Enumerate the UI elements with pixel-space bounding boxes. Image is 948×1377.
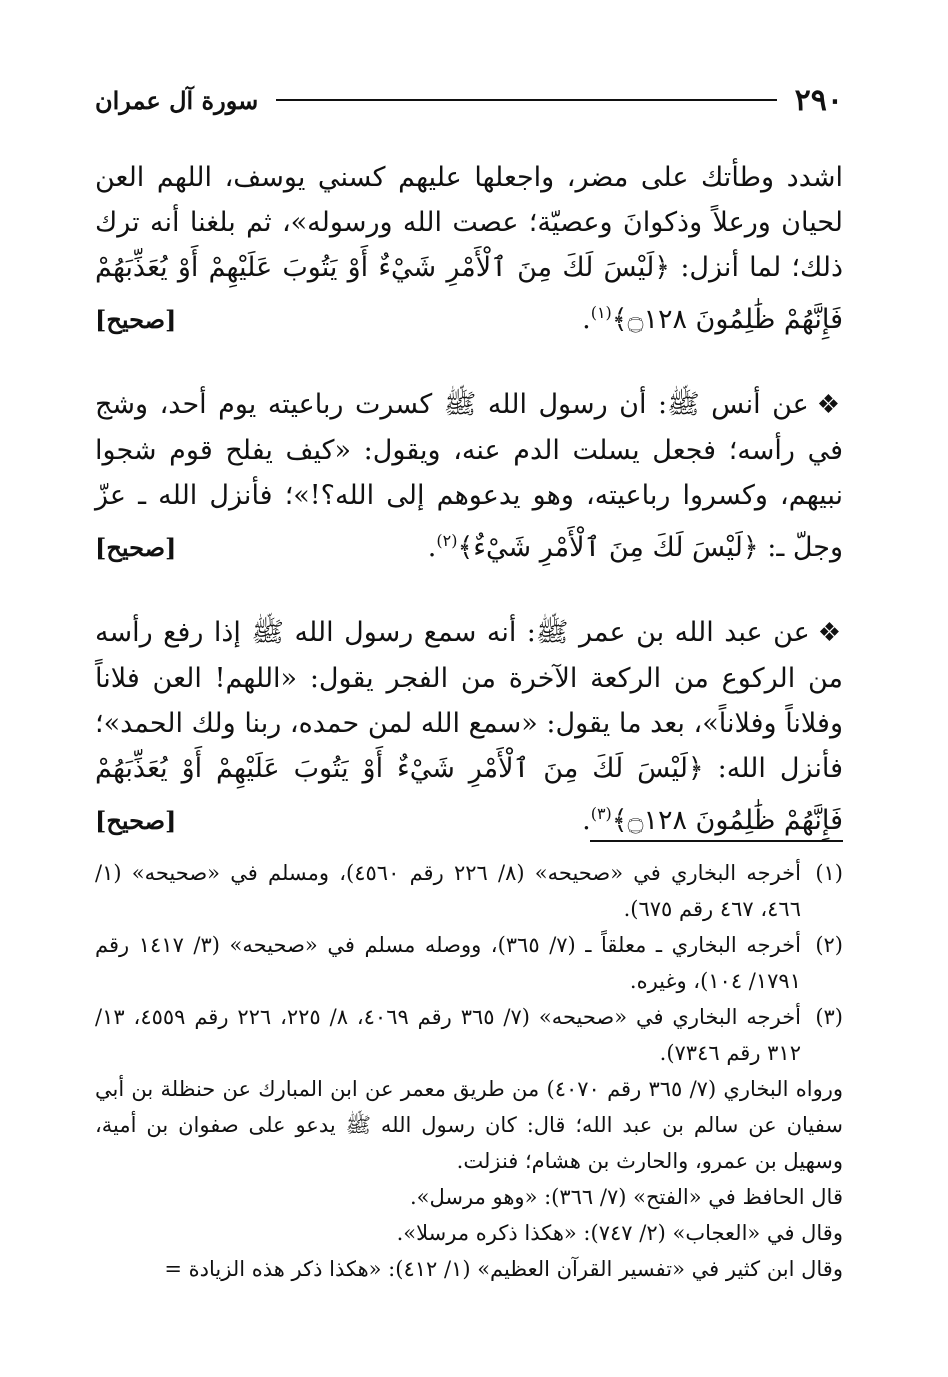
footnote-1 [95, 855, 843, 927]
footnote-text: أخرجه البخاري ـ معلقاً ـ (٧/ ٣٦٥)، ووصله مسلم في «صحيحه» (٣/ ١٤١٧ رقم ١٧٩١/ ١٠٤)، وغيره. [95, 933, 801, 993]
footnote-text: أخرجه البخاري في «صحيحه» (٧/ ٣٦٥ رقم ٤٠٦٩، ٨/ ٢٢٥، ٢٢٦ رقم ٤٥٥٩، ١٣/ ٣١٢ رقم ٧٣٤٦). [95, 1005, 802, 1065]
footnote-ref: (٣) [590, 804, 612, 823]
footnote-number: (٢) [815, 933, 843, 957]
footnote-3 [95, 999, 843, 1071]
footnote-continuation-line: قال الحافظ في «الفتح» (٧/ ٣٦٦): «وهو مرسل». [409, 1185, 843, 1209]
paragraph-1: اشدد وطأتك على مضر، واجعلها عليهم كسني يوسف، اللهم العن لحيان ورعلاً وذكوانَ وعصيّة؛ عصت الله ورسوله»، ثم بلغنا أنه ترك ذلك؛ لما أنزل: ﴿لَيْسَ لَكَ مِنَ ٱلْأَمْرِ شَيْءٌ أَوْ يَتُوبَ عَلَيْهِمْ أَوْ يُعَذِّبَهُمْ فَإِنَّهُمْ ظَٰلِمُونَ ۝١٢٨﴾$^{(١)}$. [صحيح] [95, 155, 843, 342]
grade-label: [صحيح] [95, 305, 177, 334]
footnote-number: (١) [815, 861, 843, 885]
footnote-2 [95, 927, 843, 999]
footnote-continuation-line: ورواه البخاري (٧/ ٣٦٥ رقم ٤٠٧٠) من طريق معمر عن ابن المبارك عن حنظلة بن أبي سفيان عن سالم بن عبد الله؛ قال: كان رسول الله ﷺ يدعو على صفوان بن أمية، وسهيل بن عمرو، والحارث بن هشام؛ فنزلت. [95, 1077, 843, 1173]
paragraph-2: ❖عن أنس ﷺ: أن رسول الله ﷺ كسرت رباعيته يوم أحد، وشج في رأسه؛ فجعل يسلت الدم عنه، ويقول: «كيف يفلح قوم شجوا نبيهم، وكسروا رباعيته، وهو يدعوهم إلى الله؟!»؛ فأنزل الله ـ عزّ وجلّ ـ: ﴿لَيْسَ لَكَ مِنَ ٱلْأَمْرِ شَيْءٌ﴾$^{(٢)}$. [صحيح] [95, 382, 843, 570]
grade-label: [صحيح] [95, 533, 177, 562]
header-divider [276, 99, 776, 101]
footnote-text: أخرجه البخاري في «صحيحه» (٨/ ٢٢٦ رقم ٤٥٦٠)، ومسلم في «صحيحه» (١/ ٤٦٦، ٤٦٧ رقم ٦٧٥). [95, 861, 801, 921]
footnote-divider [590, 840, 843, 842]
surah-title: سورة آل عمران [95, 85, 259, 115]
paragraph-text: عن أنس ﷺ: أن رسول الله ﷺ كسرت رباعيته يوم أحد، وشج في رأسه؛ فجعل يسلت الدم عنه، ويقول: «كيف يفلح قوم شجوا نبيهم، وكسروا رباعيته، وهو يدعوهم إلى الله؟!»؛ فأنزل الله ـ عزّ وجلّ ـ: ﴿لَيْسَ لَكَ مِنَ ٱلْأَمْرِ شَيْءٌ﴾ [95, 389, 843, 563]
footnote-ref: (٢) [436, 531, 458, 550]
page-header [95, 80, 843, 120]
footnote-number: (٣) [815, 1005, 843, 1029]
footnotes [95, 855, 843, 1287]
paragraph-text: اشدد وطأتك على مضر، واجعلها عليهم كسني يوسف، اللهم العن لحيان ورعلاً وذكوانَ وعصيّة؛ عصت الله ورسوله»، ثم بلغنا أنه ترك ذلك؛ لما أنزل: ﴿لَيْسَ لَكَ مِنَ ٱلْأَمْرِ شَيْءٌ أَوْ يَتُوبَ عَلَيْهِمْ أَوْ يُعَذِّبَهُمْ فَإِنَّهُمْ ظَٰلِمُونَ ۝١٢٨﴾ [95, 162, 843, 335]
grade-label: [صحيح] [95, 806, 177, 835]
main-text [95, 155, 843, 843]
paragraph-text: عن عبد الله بن عمر ﷺ: أنه سمع رسول الله ﷺ إذا رفع رأسه من الركوع من الركعة الآخرة من الفجر يقول: «اللهم! العن فلاناً وفلاناً وفلاناً»، بعد ما يقول: «سمع الله لمن حمده، ربنا ولك الحمد»؛ فأنزل الله: ﴿لَيْسَ لَكَ مِنَ ٱلْأَمْرِ شَيْءٌ أَوْ يَتُوبَ عَلَيْهِمْ أَوْ يُعَذِّبَهُمْ فَإِنَّهُمْ ظَٰلِمُونَ ۝١٢٨﴾ [95, 617, 843, 836]
footnote-ref: (١) [590, 303, 612, 322]
diamond-marker-icon: ❖ [817, 618, 843, 648]
footnote-continuation-line: وقال ابن كثير في «تفسير القرآن العظيم» (١/ ٤١٢): «هكذا ذكر هذه الزيادة = [164, 1257, 843, 1281]
diamond-marker-icon: ❖ [816, 390, 843, 420]
page-number: ٢٩٠ [794, 82, 843, 118]
paragraph-3: ❖عن عبد الله بن عمر ﷺ: أنه سمع رسول الله ﷺ إذا رفع رأسه من الركوع من الركعة الآخرة من الفجر يقول: «اللهم! العن فلاناً وفلاناً وفلاناً»، بعد ما يقول: «سمع الله لمن حمده، ربنا ولك الحمد»؛ فأنزل الله: ﴿لَيْسَ لَكَ مِنَ ٱلْأَمْرِ شَيْءٌ أَوْ يَتُوبَ عَلَيْهِمْ أَوْ يُعَذِّبَهُمْ فَإِنَّهُمْ ظَٰلِمُونَ ۝١٢٨﴾$^{(٣)}$. [صحيح] [95, 610, 843, 843]
footnote-continuation-line: وقال في «العجاب» (٢/ ٧٤٧): «هكذا ذكره مرسلا». [396, 1221, 843, 1245]
